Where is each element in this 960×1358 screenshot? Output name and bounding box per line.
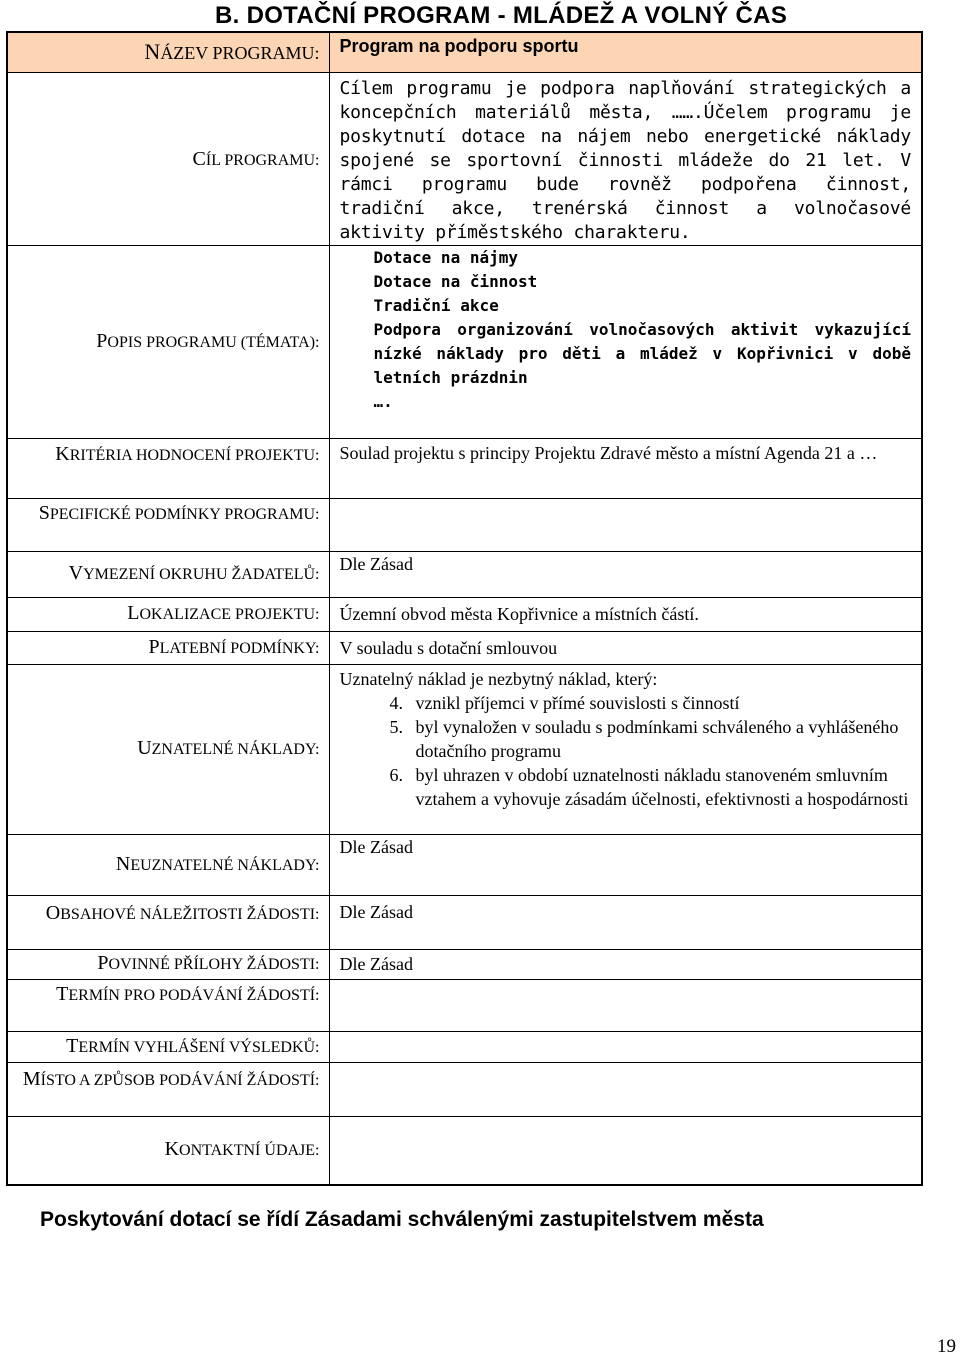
label-termin-podani: TERMÍN PRO PODÁVÁNÍ ŽÁDOSTÍ: [7,979,329,1031]
row-popis [7,245,922,438]
label-popis: POPIS PROGRAMU (TÉMATA): [7,245,329,438]
row-prilohy [7,949,922,979]
label-kontakt: KONTAKTNÍ ÚDAJE: [7,1116,329,1185]
label-termin-vysledku: TERMÍN VYHLÁŠENÍ VÝSLEDKŮ: [7,1031,329,1062]
label-cil: CÍL PROGRAMU: [7,72,329,245]
list-item: 6. byl uhrazen v období uznatelnosti nákladu stanoveném smluvním vztahem a vyhovuje zásadám účelnosti, efektivnosti a hospodárnosti [408,763,912,811]
value-misto [329,1062,922,1116]
list-item: 5. byl vynaložen v souladu s podmínkami schváleného a vyhlášeného dotačního programu [408,715,912,763]
row-uznatelne [7,664,922,834]
page-heading: B. DOTAČNÍ PROGRAM - MLÁDEŽ A VOLNÝ ČAS [215,2,788,29]
row-lokalizace [7,597,922,631]
value-neuznatelne: Dle Zásad [329,834,922,895]
label-neuznatelne: NEUZNATELNÉ NÁKLADY: [7,834,329,895]
topic-item: …. [373,391,393,411]
footer-note: Poskytování dotací se řídí Zásadami schválenými zastupitelstvem města [40,1208,764,1231]
value-popis [329,245,922,438]
label-lokalizace: LOKALIZACE PROJEKTU: [7,597,329,631]
value-kriteria: Soulad projektu s principy Projektu Zdravé město a místní Agenda 21 a … [329,438,922,498]
value-nazev: Program na podporu sportu [329,32,922,72]
label-specificke: SPECIFICKÉ PODMÍNKY PROGRAMU: [7,498,329,551]
value-vymezeni: Dle Zásad [329,551,922,597]
label-vymezeni: VYMEZENÍ OKRUHU ŽADATELŮ: [7,551,329,597]
row-specificke [7,498,922,551]
value-cil: Cílem programu je podpora naplňování strategických a koncepčních materiálů města, …….Účelem programu je poskytnutí dotace na nájem nebo energetické náklady spojené se sportovní činnosti mládeže do 21 let. V rámci programu bude rovněž podpořena činnost, tradiční akce, trenérská činnost a volnočasové aktivity příměstského charakteru. [329,72,922,245]
label-prilohy: POVINNÉ PŘÍLOHY ŽÁDOSTI: [7,949,329,979]
row-termin-vysledku [7,1031,922,1062]
label-kriteria: KRITÉRIA HODNOCENÍ PROJEKTU: [7,438,329,498]
label-uznatelne: UZNATELNÉ NÁKLADY: [7,664,329,834]
value-obsahove: Dle Zásad [329,895,922,949]
row-termin-podani [7,979,922,1031]
program-table [6,31,923,1186]
row-kontakt [7,1116,922,1185]
value-specificke [329,498,922,551]
value-termin-podani [329,979,922,1031]
topic-list [340,246,912,414]
value-kontakt [329,1116,922,1185]
row-cil [7,72,922,245]
label-obsahove: OBSAHOVÉ NÁLEŽITOSTI ŽÁDOSTI: [7,895,329,949]
uznatelne-intro: Uznatelný náklad je nezbytný náklad, který: [339,668,658,689]
topic-item: Tradiční akce [373,295,499,315]
value-prilohy: Dle Zásad [329,949,922,979]
row-misto [7,1062,922,1116]
row-platebni [7,631,922,664]
value-platebni: V souladu s dotační smlouvou [329,631,922,664]
row-obsahove [7,895,922,949]
row-vymezeni [7,551,922,597]
list-item: 4. vznikl příjemci v přímé souvislosti s činností [408,691,912,715]
value-lokalizace: Územní obvod města Kopřivnice a místních částí. [329,597,922,631]
uznatelne-list [340,691,912,811]
label-misto: MÍSTO A ZPŮSOB PODÁVÁNÍ ŽÁDOSTÍ: [7,1062,329,1116]
row-nazev [7,32,922,72]
label-nazev: NÁZEV PROGRAMU: [7,32,329,72]
value-uznatelne [329,664,922,834]
page-number: 19 [937,1336,956,1357]
topic-item: Dotace na nájmy [373,247,518,267]
row-kriteria [7,438,922,498]
row-neuznatelne [7,834,922,895]
label-platebni: PLATEBNÍ PODMÍNKY: [7,631,329,664]
topic-item: Dotace na činnost [373,271,538,291]
topic-item: Podpora organizování volnočasových aktivit vykazující nízké náklady pro děti a mládež v Kopřivnici v době letních prázdnin [373,319,911,387]
value-termin-vysledku [329,1031,922,1062]
